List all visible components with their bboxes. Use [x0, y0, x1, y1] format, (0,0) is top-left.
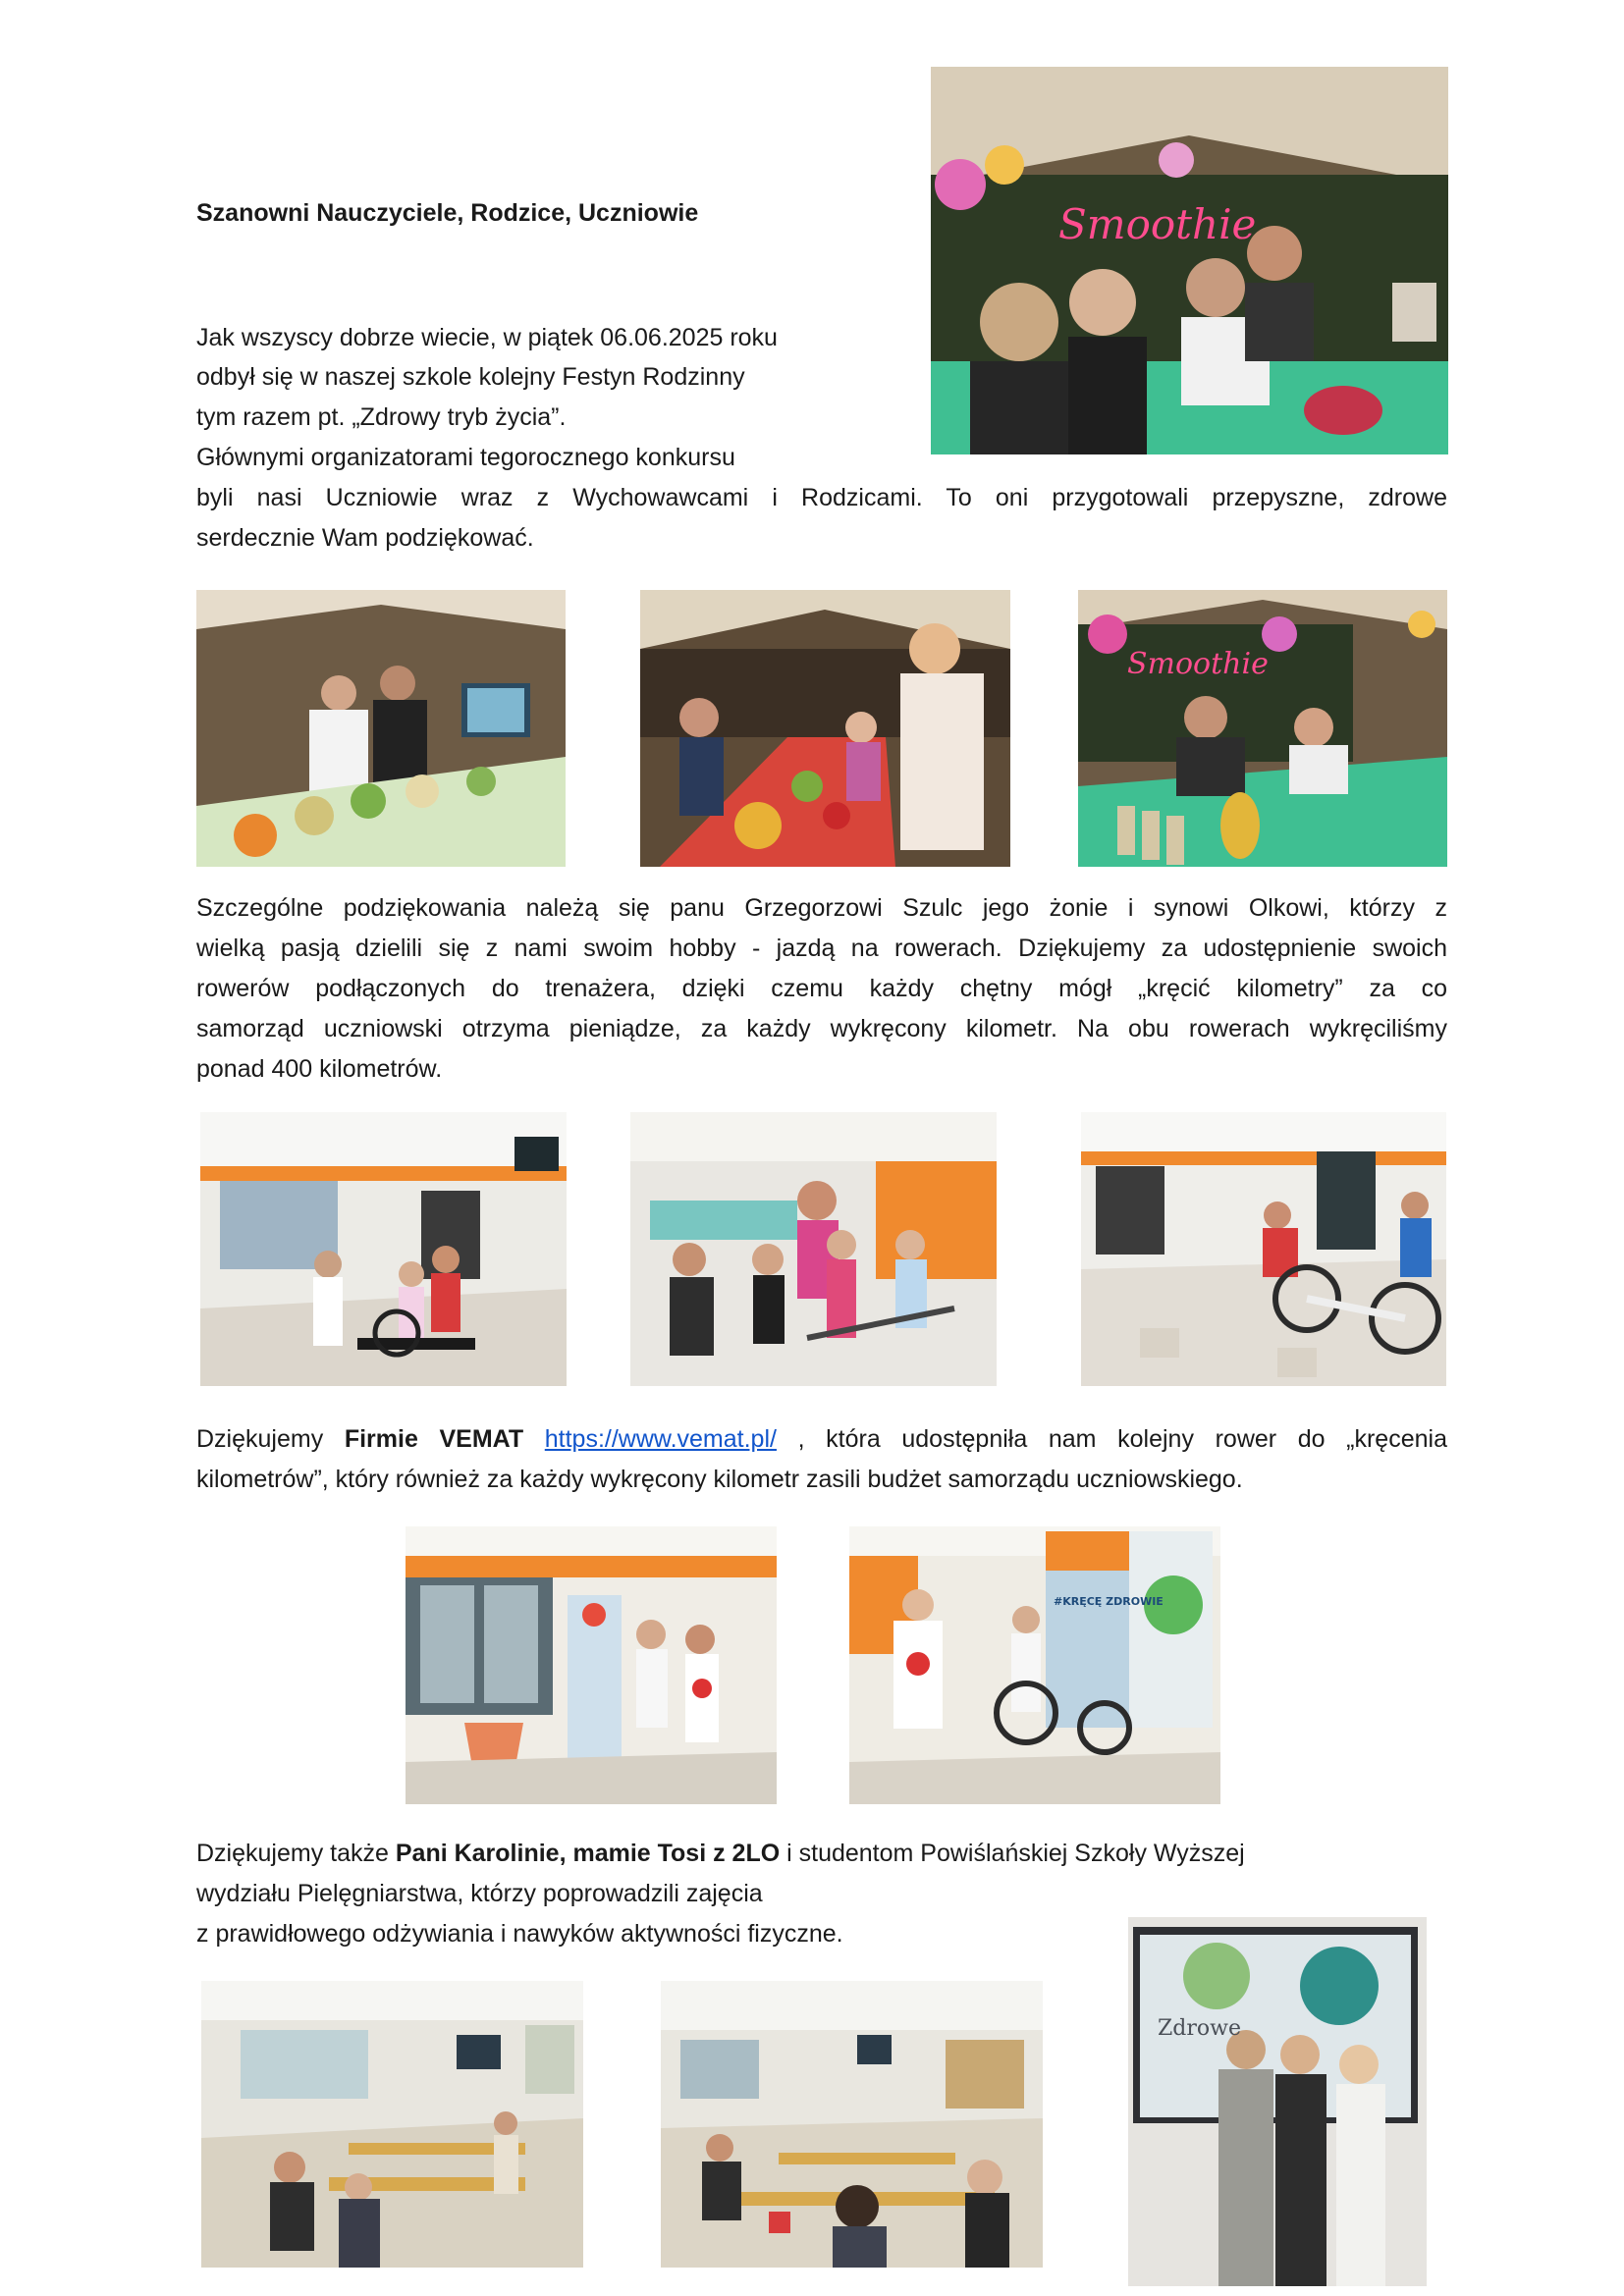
cyclists-line: rowerów podłączonych do trenażera, dzięki czemu każdy chętny mógł „kręcić kilometry” za co: [196, 975, 1447, 1002]
tent-sign-text: Smoothie: [1127, 647, 1269, 681]
photo-bike-hall-1: [200, 1112, 567, 1386]
photo-bike-kids: [630, 1112, 997, 1386]
vemat-space: [523, 1425, 545, 1453]
photo-fruit-table: [640, 590, 1010, 867]
photo-salad-table: [196, 590, 566, 867]
photo-bike-hall-2: [1081, 1112, 1446, 1386]
vemat-suffix: , która udostępniła nam kolejny rower do „kręcenia: [776, 1425, 1447, 1453]
nursing-prefix: Dziękujemy także: [196, 1840, 396, 1867]
photo-classroom-1: [201, 1981, 583, 2268]
rollup-text: #KRĘCĘ ZDROWIE: [1054, 1595, 1164, 1608]
cyclists-line: ponad 400 kilometrów.: [196, 1055, 443, 1083]
photo-smoothie-tent: [1078, 590, 1447, 867]
photo-classroom-2: [661, 1981, 1043, 2268]
nursing-person: Pani Karolinie, mamie Tosi z 2LO: [395, 1840, 781, 1867]
vemat-prefix: Dziękujemy: [196, 1425, 345, 1453]
intro-line: tym razem pt. „Zdrowy tryb życia”.: [196, 403, 567, 431]
vemat-line-2: kilometrów”, który również za każdy wykręcony kilometr zasili budżet samorządu uczniowskiego.: [196, 1466, 1243, 1493]
nursing-line-3: z prawidłowego odżywiania i nawyków aktywności fizyczne.: [196, 1920, 843, 1948]
cyclists-line: wielką pasją dzielili się z nami swoim hobby - jazdą na rowerach. Dziękujemy za udostępnienie swoich: [196, 934, 1447, 962]
photo-vemat-stand: [406, 1526, 777, 1804]
photo-smoothie-stand: [931, 67, 1448, 454]
intro-line: byli nasi Uczniowie wraz z Wychowawcami i Rodzicami. To oni przygotowali przepyszne, zdrowe: [196, 484, 1447, 511]
intro-line: odbył się w naszej szkole kolejny Festyn Rodzinny: [196, 363, 745, 391]
smoothie-sign-text: Smoothie: [1058, 200, 1257, 248]
vemat-company: Firmie VEMAT: [344, 1425, 524, 1453]
vemat-line-1: [196, 1419, 1447, 1460]
page-title: Szanowni Nauczyciele, Rodzice, Uczniowie: [196, 199, 699, 227]
intro-line: serdecznie Wam podziękować.: [196, 524, 534, 552]
nursing-suffix: i studentom Powiślańskiej Szkoły Wyższej: [780, 1840, 1245, 1867]
photo-vemat-rollup: [849, 1526, 1220, 1804]
cyclists-line: samorząd uczniowski otrzyma pieniądze, za każdy wykręcony kilometr. Na obu rowerach wykręciliśmy: [196, 1015, 1447, 1042]
cyclists-line: Szczególne podziękowania należą się panu Grzegorzowi Szulc jego żonie i synowi Olkowi, którzy z: [196, 894, 1447, 922]
intro-line: Jak wszyscy dobrze wiecie, w piątek 06.06.2025 roku: [196, 324, 778, 351]
photo-presenters: [1128, 1917, 1427, 2286]
nursing-line-2: wydziału Pielęgniarstwa, którzy poprowadzili zajęcia: [196, 1880, 763, 1907]
vemat-link[interactable]: https://www.vemat.pl/: [544, 1425, 777, 1453]
slide-text: Zdrowe: [1158, 2016, 1241, 2041]
nursing-line-1: [196, 1834, 1245, 1874]
intro-line: Głównymi organizatorami tegorocznego konkursu: [196, 444, 735, 471]
